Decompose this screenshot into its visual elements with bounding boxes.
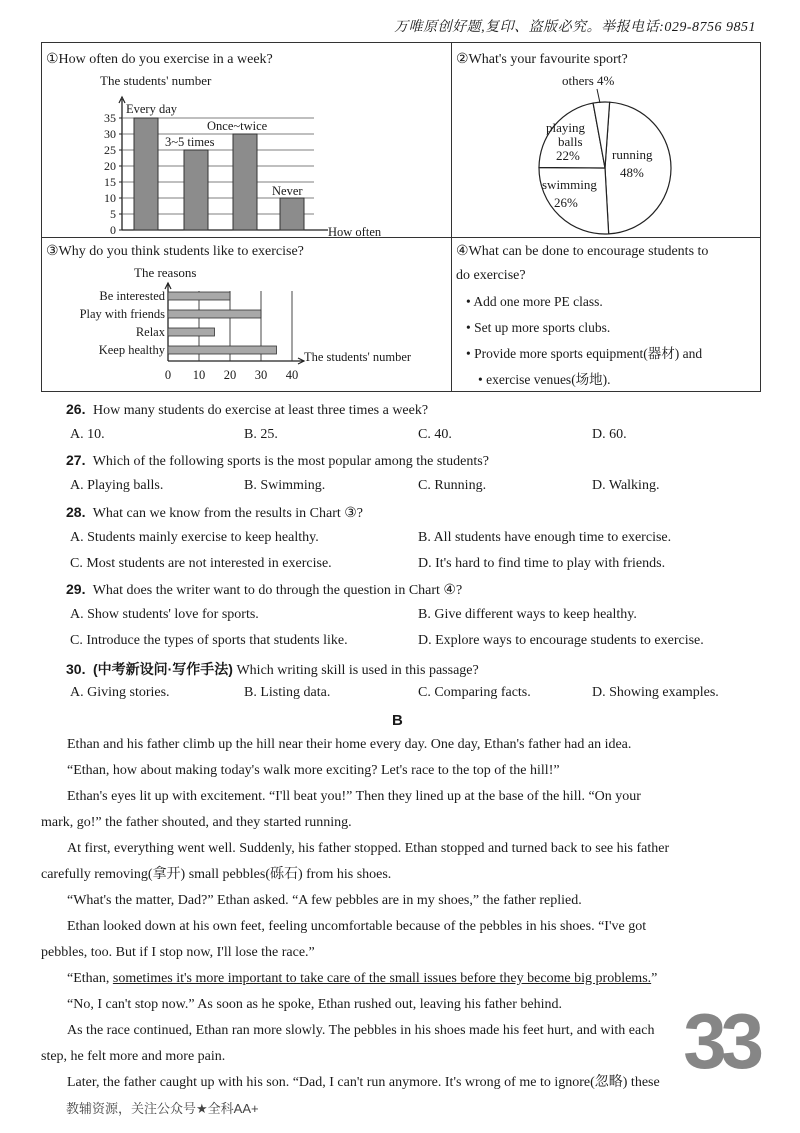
passage-line: “No, I can't stop now.” As soon as he spoke, Ethan rushed out, leaving his father behind. (67, 997, 563, 1012)
chart1-bar (280, 198, 304, 230)
underlined-sentence: sometimes it's more important to take care of the small issues before they become big problems. (112, 971, 652, 986)
chart1-xlabel: How often (328, 225, 382, 239)
chart3-category-label: Play with friends (79, 307, 165, 321)
chart2-slice-label: others 4% (562, 73, 615, 88)
question-number: 28. (66, 504, 86, 520)
option: A. Giving stories. (70, 685, 170, 700)
option: B. Give different ways to keep healthy. (418, 607, 637, 622)
chart-panel-grid (41, 42, 761, 392)
option: D. Showing examples. (592, 685, 719, 700)
chart3-xtick-label: 0 (164, 368, 172, 382)
chart2-slice-value: 26% (554, 195, 578, 210)
chart4-item: • exercise venues(场地). (460, 367, 756, 393)
passage-line: carefully removing(拿开) small pebbles(砾石) from his shoes. (41, 867, 392, 882)
chart3-category-label: Relax (135, 325, 165, 339)
chart2-slice-label: balls (558, 134, 583, 149)
question-text: Which of the following sports is the most popular among the students? (92, 454, 489, 469)
chart1-ytick-label: 25 (104, 143, 116, 157)
question-text: What does the writer want to do through the question in Chart ④? (92, 583, 463, 598)
option: C. Comparing facts. (418, 685, 531, 700)
chart3-xlabel: The students' number (304, 350, 412, 364)
option: B. 25. (244, 427, 278, 442)
chart1-ytick-label: 0 (110, 223, 116, 237)
chart2-slice-value: 48% (620, 165, 644, 180)
question-tag: (中考新设问·写作手法) (92, 661, 233, 677)
charts-svg (42, 43, 762, 393)
passage-line: As the race continued, Ethan ran more slowly. The pebbles in his shoes made his feet hurt, and with each (67, 1023, 655, 1038)
option: B. All students have enough time to exercise. (418, 530, 672, 545)
question-27 (66, 452, 489, 470)
chart1-ytick-label: 20 (104, 159, 116, 173)
chart1-bar-label: Never (272, 184, 303, 198)
question-30 (66, 659, 479, 679)
chart1-title: ①How often do you exercise in a week? (46, 52, 273, 67)
chart1-ytick-label: 30 (104, 127, 116, 141)
chart3-ylabel: The reasons (134, 265, 197, 280)
chart3-bar (168, 292, 230, 300)
option: D. It's hard to find time to play with friends. (418, 556, 666, 571)
passage-line: pebbles, too. But if I stop now, I'll lose the race.” (41, 945, 315, 960)
chart3-xtick-label: 40 (285, 368, 299, 382)
header-note: 万唯原创好题,复印、盗版必究。举报电话:029-8756 9851 (394, 20, 756, 35)
option: B. Listing data. (244, 685, 331, 700)
passage-line: Ethan looked down at his own feet, feeling uncomfortable because of the pebbles in his shoes. “I've got (67, 919, 647, 934)
footer-note: 教辅资源，关注公众号★全科AA+ (66, 1101, 259, 1116)
chart3-xtick-label: 10 (192, 368, 206, 382)
question-number: 26. (66, 401, 86, 417)
question-text: How many students do exercise at least three times a week? (92, 403, 429, 418)
quote-close: ” (651, 971, 658, 986)
section-title: B (392, 712, 403, 729)
option: C. Most students are not interested in exercise. (70, 556, 332, 571)
chart4-item: • Set up more sports clubs. (460, 315, 756, 341)
chart3-bar (168, 328, 215, 336)
question-29 (66, 581, 462, 599)
passage-line: step, he felt more and more pain. (41, 1049, 226, 1064)
chart1-bar-label: Once~twice (207, 119, 268, 133)
chart1-bar (184, 150, 208, 230)
chart1-ytick-label: 15 (104, 175, 116, 189)
chart2-slice-label: swimming (542, 177, 597, 192)
passage-line: “What's the matter, Dad?” Ethan asked. “A few pebbles are in my shoes,” the father replied. (67, 893, 582, 908)
chart1-ytick-label: 10 (104, 191, 116, 205)
chart1-bar (134, 118, 158, 230)
passage-line: Ethan's eyes lit up with excitement. “I'll beat you!” Then they lined up at the base of the hill. “On your (67, 789, 641, 804)
chart1-bar (233, 134, 257, 230)
chart3-bar (168, 310, 261, 318)
option: D. Explore ways to encourage students to exercise. (418, 633, 704, 648)
chart4-title-line1: ④What can be done to encourage students to (456, 244, 709, 259)
option: C. Running. (418, 478, 487, 493)
question-28 (66, 504, 363, 522)
question-26 (66, 401, 428, 419)
page-number: 33 (683, 997, 758, 1085)
option: C. 40. (418, 427, 452, 442)
quote-open: “Ethan, (67, 971, 113, 986)
passage-line: “Ethan, how about making today's walk more exciting? Let's race to the top of the hill!” (67, 763, 560, 778)
chart3-category-label: Be interested (99, 289, 165, 303)
chart1-bar-label: 3~5 times (165, 135, 215, 149)
option: A. Playing balls. (70, 478, 164, 493)
chart1-ylabel: The students' number (100, 73, 212, 88)
chart2-leader-line (597, 89, 600, 103)
option: B. Swimming. (244, 478, 326, 493)
option: D. 60. (592, 427, 627, 442)
chart2-slice-value: 22% (556, 148, 580, 163)
question-number: 27. (66, 452, 86, 468)
chart2-slice-label: playing (546, 120, 585, 135)
question-text: What can we know from the results in Chart ③? (92, 506, 364, 521)
option: A. 10. (70, 427, 105, 442)
question-number: 30. (66, 661, 86, 677)
question-text: Which writing skill is used in this passage? (236, 663, 479, 678)
chart2-title: ②What's your favourite sport? (456, 52, 628, 67)
chart3-xtick-label: 20 (223, 368, 237, 382)
option: A. Show students' love for sports. (70, 607, 259, 622)
chart2-slice-label: running (612, 147, 653, 162)
chart3-title: ③Why do you think students like to exercise? (46, 244, 304, 259)
option: C. Introduce the types of sports that students like. (70, 633, 348, 648)
option: A. Students mainly exercise to keep healthy. (70, 530, 319, 545)
chart3-bar (168, 346, 277, 354)
chart3-xtick-label: 30 (254, 368, 268, 382)
chart3-category-label: Keep healthy (98, 343, 165, 357)
chart4-title-line2: do exercise? (456, 268, 526, 283)
passage-line: At first, everything went well. Suddenly, his father stopped. Ethan stopped and turned back to see his father (67, 841, 670, 856)
passage-line: Ethan and his father climb up the hill near their home every day. One day, Ethan's father had an idea. (67, 737, 632, 752)
passage-line-underlined (41, 966, 761, 992)
chart1-ytick-label: 5 (110, 207, 116, 221)
chart4-item: • Provide more sports equipment(器材) and (460, 341, 756, 367)
passage-line: Later, the father caught up with his son. “Dad, I can't run anymore. It's wrong of me to ignore(忽略) these (67, 1075, 660, 1090)
chart1-ytick-label: 35 (104, 111, 116, 125)
passage-line: mark, go!” the father shouted, and they started running. (41, 815, 352, 830)
option: D. Walking. (592, 478, 660, 493)
question-number: 29. (66, 581, 86, 597)
chart4-item: • Add one more PE class. (460, 289, 756, 315)
chart1-bar-label: Every day (126, 102, 178, 116)
